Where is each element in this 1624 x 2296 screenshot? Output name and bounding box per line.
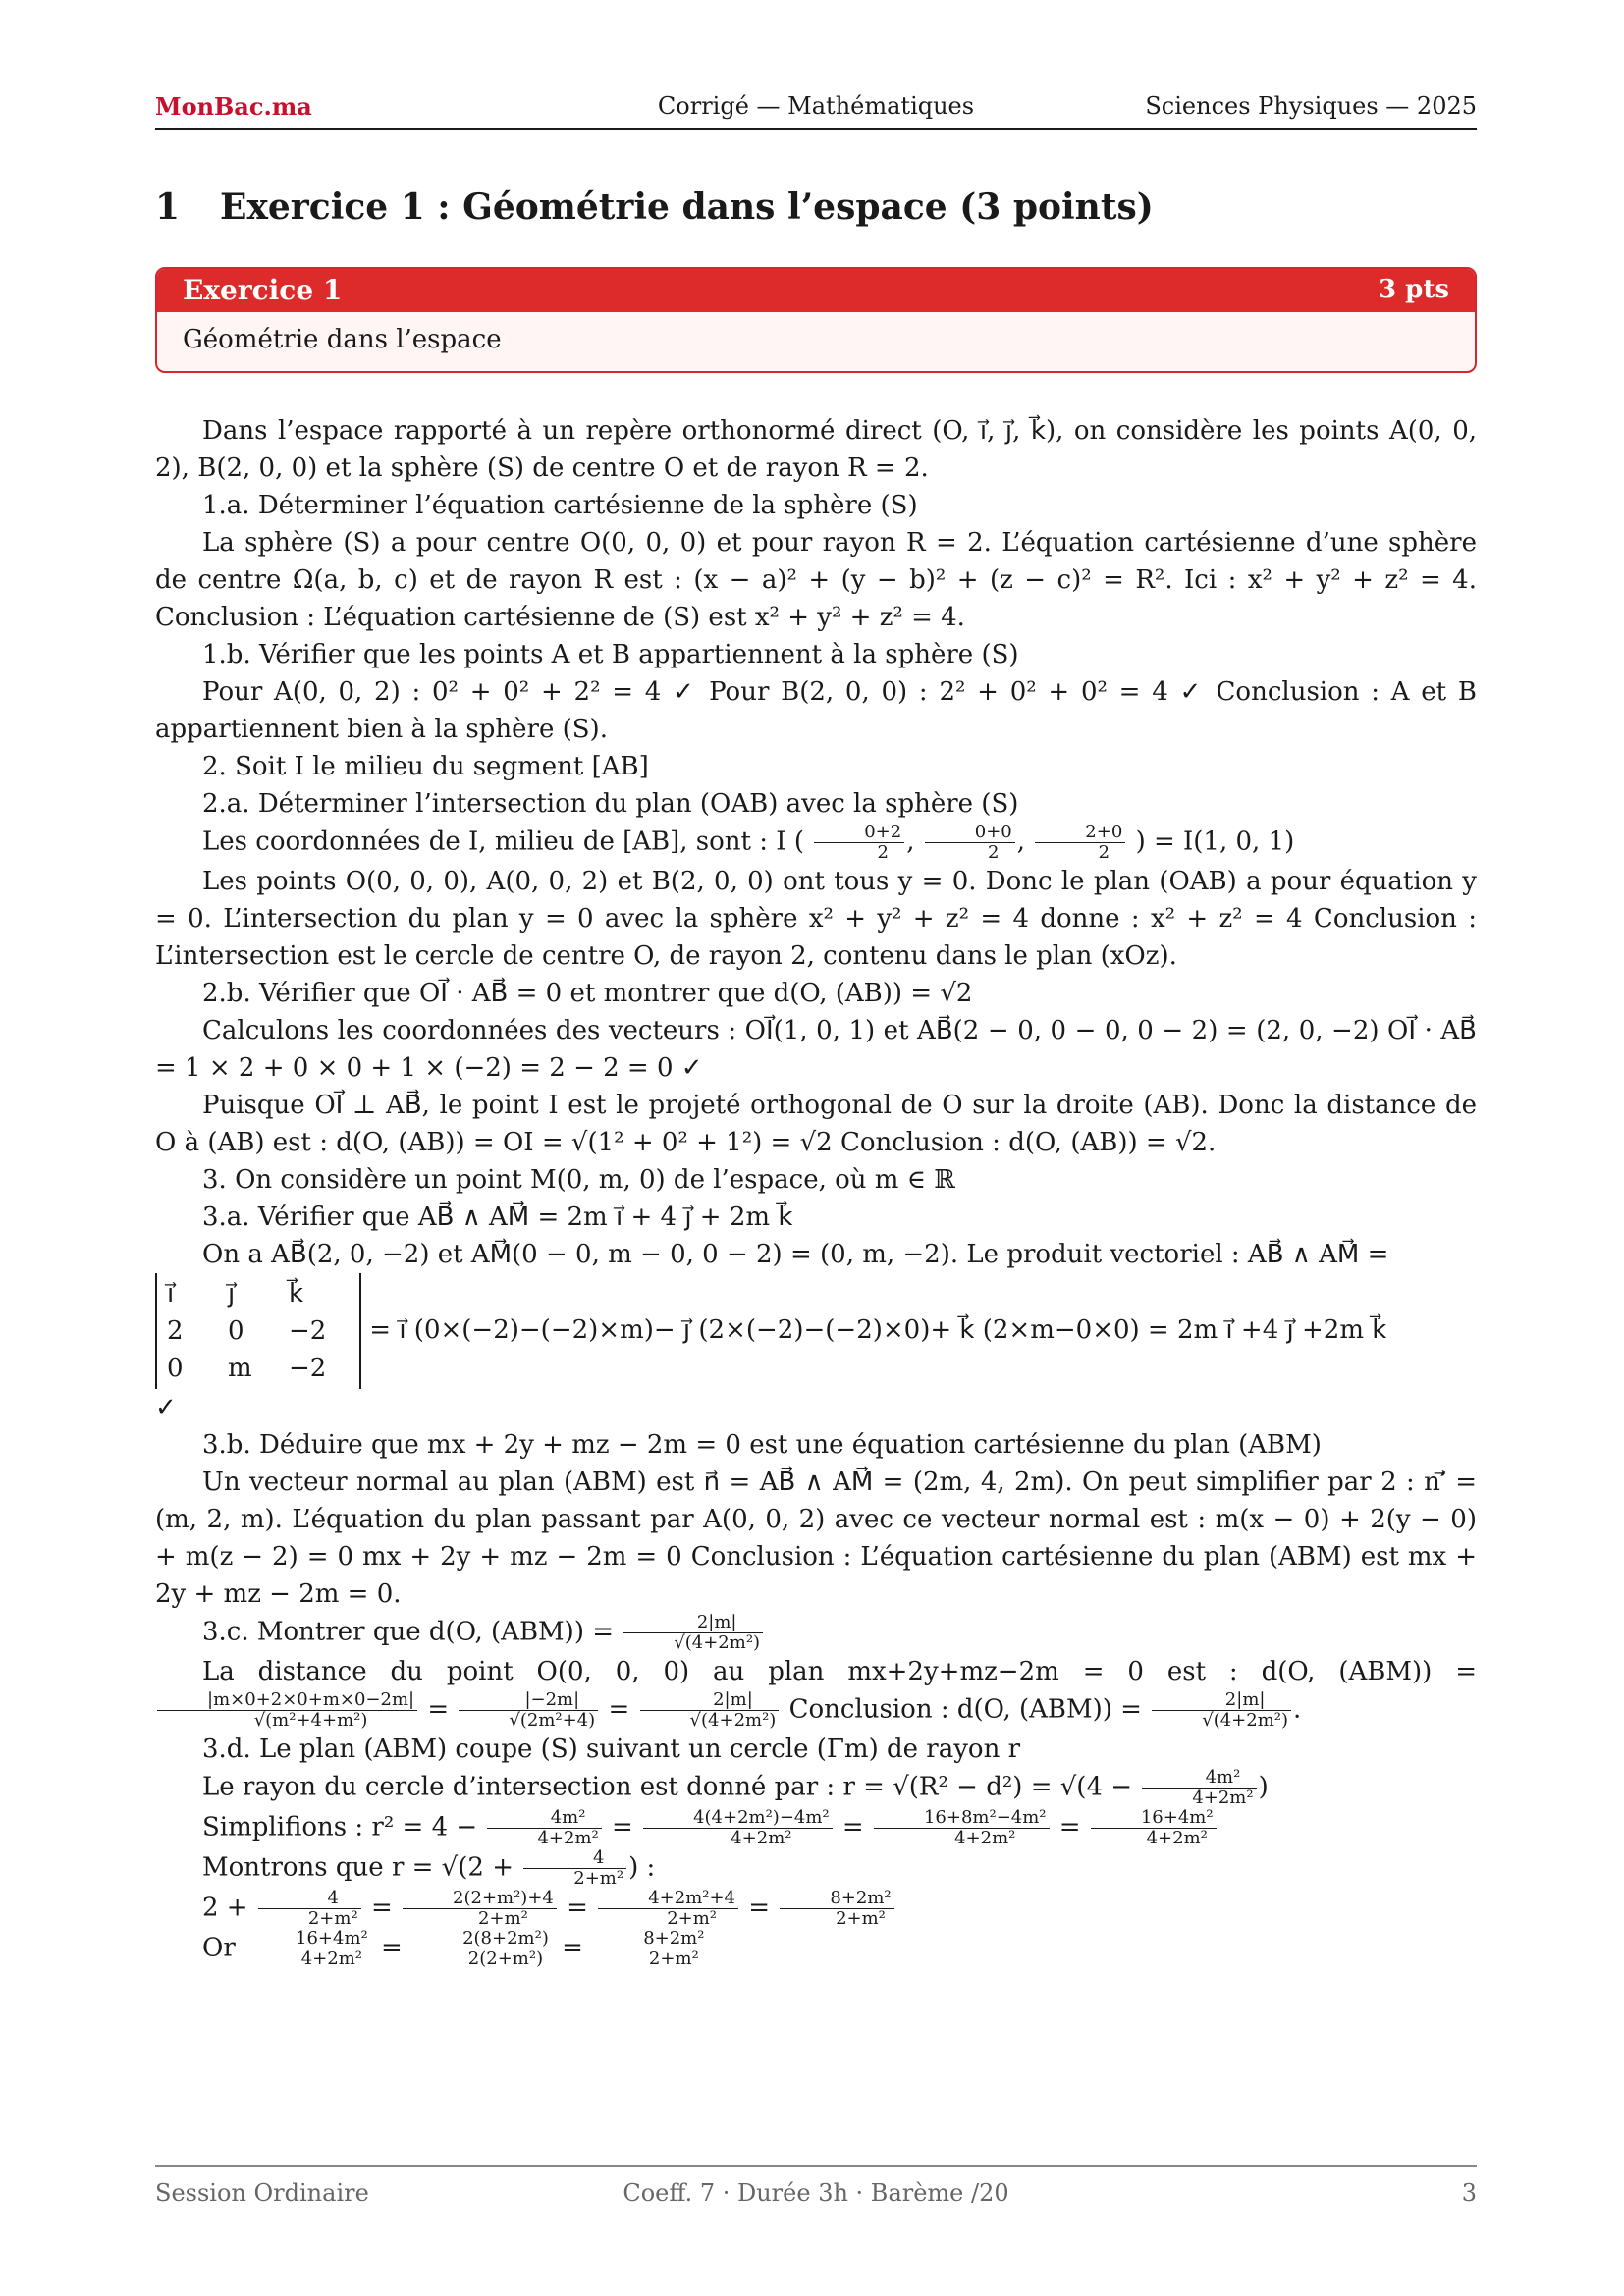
footer-session: Session Ordinaire xyxy=(155,2179,369,2207)
midpoint-text: Les coordonnées de I, milieu de [AB], sont : I ( xyxy=(202,827,804,857)
determinant-matrix: i⃗ j⃗ k⃗ 2 0 −2 0 m −2 xyxy=(155,1273,361,1389)
answer-1b: Pour A(0, 0, 2) : 0² + 0² + 2² = 4 ✓ Pour B(2, 0, 0) : 2² + 0² + 0² = 4 ✓ Conclusion : A et B appartiennent bien à la sphère (S). xyxy=(155,677,1477,744)
question-3c: 3.c. Montrer que d(O, (ABM)) = $\frac{2|m|}{\text{√(4+2m²)}}$ xyxy=(155,1613,1477,1653)
header-title: Corrigé — Mathématiques xyxy=(657,92,975,120)
section-heading xyxy=(155,187,1154,228)
fraction: $\frac{\text{16+8m²−4m²}}{\text{4+2m²}}$ xyxy=(874,1808,1050,1848)
fraction: $\frac{\text{16+4m²}}{\text{4+2m²}}$ xyxy=(245,1929,371,1969)
fraction: $\frac{0+0}{2}$ xyxy=(925,823,1015,863)
question-3b: 3.b. Déduire que mx + 2y + mz − 2m = 0 est une équation cartésienne du plan (ABM) xyxy=(202,1430,1322,1460)
answer-1a: La sphère (S) a pour centre O(0, 0, 0) et pour rayon R = 2. L’équation cartésienne d’une sphère de centre Ω(a, b, c) et de rayon R est : (x − a)² + (y − b)² + (z − c)² = R². Ici : x² + y² + z² = 4. Conclusion : L’équation cartésienne de (S) est x² + y² + z² = 4. xyxy=(155,528,1477,632)
answer-2b-distance: Puisque OI⃗ ⊥ AB⃗, le point I est le projeté orthogonal de O sur la droite (AB). Donc la distance de O à (AB) est : d(O, (AB)) = OI = √(1² + 0² + 1²) = √2 Conclusion : d(O, (AB)) = √2. xyxy=(155,1091,1477,1157)
fraction: $\frac{\text{4m²}}{\text{4+2m²}}$ xyxy=(487,1808,601,1848)
question-1b: 1.b. Vérifier que les points A et B appartiennent à la sphère (S) xyxy=(202,640,1019,669)
fraction: $\frac{\text{16+4m²}}{\text{4+2m²}}$ xyxy=(1091,1808,1217,1848)
exercise-box-points: 3 pts xyxy=(1379,275,1449,304)
fraction: $\frac{2|m|}{\text{√(4+2m²)}}$ xyxy=(623,1613,763,1653)
page xyxy=(155,0,1477,2296)
answer-3d-step1: 2 + $\frac{4}{\text{2+m²}}$ = $\frac{\text{2(2+m²)+4}}{\text{2+m²}}$ = $\frac{\text{4+2m²+4}}{\text{2+m²}}$ = $\frac{\text{8+2m²}}{\text{2+m²}}$ xyxy=(155,1889,1477,1929)
answer-3d-simplify: Simplifions : r² = 4 − $\frac{\text{4m²}}{\text{4+2m²}}$ = $\frac{\text{4(4+2m²)−4m²}}{\text{4+2m²}}$ = $\frac{\text{16+8m²−4m²}}{\text{4+2m²}}$ = $\frac{\text{16+4m²}}{\text{4+2m²}}$ xyxy=(155,1808,1477,1848)
document-body xyxy=(155,412,1477,1969)
answer-3d-show: Montrons que r = √(2 + $\frac{4}{\text{2+m²}}$ ) : xyxy=(202,1847,656,1889)
fraction: $\frac{4}{\text{2+m²}}$ xyxy=(258,1889,361,1929)
answer-3c-distance: La distance du point O(0, 0, 0) au plan mx+2y+mz−2m = 0 est : d(O, (ABM)) = $\frac{|m\times 0+2\times 0+m\times 0-2m|}{\text{√(m²+4+m²)}}$ = $\frac{|-2m|}{\text{√(2m²+4)}}$ = $\frac{2|m|}{\text{√(4+2m²)}}$ Conclusion : d(O, (ABM)) = $\frac{2|m|}{\text{√(4+2m²)}}$ . xyxy=(155,1653,1477,1731)
fraction: $\frac{0+2}{2}$ xyxy=(814,823,904,863)
answer-2b-dot-product: Calculons les coordonnées des vecteurs : OI⃗(1, 0, 1) et AB⃗(2 − 0, 0 − 0, 0 − 2) = (2, 0, −2) OI⃗ · AB⃗ = 1 × 2 + 0 × 0 + 1 × (−2) = 2 − 2 = 0 ✓ xyxy=(155,1016,1477,1083)
fraction: $\frac{2|m|}{\text{√(4+2m²)}}$ xyxy=(1152,1690,1291,1731)
answer-2a-intersection: Les points O(0, 0, 0), A(0, 0, 2) et B(2, 0, 0) ont tous y = 0. Donc le plan (OAB) a pour équation y = 0. L’intersection du plan y = 0 avec la sphère x² + y² + z² = 4 donne : x² + z² = 4 Conclusion : L’intersection est le cercle de centre O, de rayon 2, contenu dans le plan (xOz). xyxy=(155,867,1477,971)
question-2: 2. Soit I le milieu du segment [AB] xyxy=(202,752,649,781)
page-header xyxy=(155,92,1477,130)
midpoint-result: ) = I(1, 0, 1) xyxy=(1135,827,1295,857)
exercise-box-subtitle: Géométrie dans l’espace xyxy=(183,325,502,354)
fraction: $\frac{\text{8+2m²}}{\text{2+m²}}$ xyxy=(593,1929,707,1969)
fraction: $\frac{\text{2(8+2m²)}}{\text{2(2+m²)}}$ xyxy=(412,1929,552,1969)
fraction: $\frac{|m\times 0+2\times 0+m\times 0-2m|}{\text{√(m²+4+m²)}}$ xyxy=(157,1690,417,1731)
determinant-line xyxy=(155,1273,1477,1389)
fraction: $\frac{4}{\text{2+m²}}$ xyxy=(523,1848,626,1889)
exercise-box-title: Exercice 1 xyxy=(183,274,343,306)
fraction: $\frac{2+0}{2}$ xyxy=(1035,823,1125,863)
page-number: 3 xyxy=(1461,2179,1477,2207)
fraction: $\frac{\text{4+2m²+4}}{\text{2+m²}}$ xyxy=(598,1889,738,1929)
header-subject: Sciences Physiques — 2025 xyxy=(1145,92,1477,120)
fraction: $\frac{2|m|}{\text{√(4+2m²)}}$ xyxy=(640,1690,780,1731)
answer-3d-radius: Le rayon du cercle d’intersection est donné par : r = √(R² − d²) = √(4 − $\frac{\text{4m²}}{\text{4+2m²}}$ ) xyxy=(202,1767,1269,1808)
question-3d: 3.d. Le plan (ABM) coupe (S) suivant un cercle (Γm) de rayon r xyxy=(202,1735,1021,1764)
cross-product-expansion: = i⃗ (0×(−2)−(−2)×m)− j⃗ (2×(−2)−(−2)×0)+ k⃗ (2×m−0×0) = 2m i⃗ +4 j⃗ +2m k⃗ xyxy=(369,1315,1387,1345)
check-mark: ✓ xyxy=(155,1393,177,1422)
intro-paragraph: Dans l’espace rapporté à un repère orthonormé direct (O, i⃗, j⃗, k⃗), on considère les points A(0, 0, 2), B(2, 0, 0) et la sphère (S) de centre O et de rayon R = 2. xyxy=(155,416,1477,483)
question-3: 3. On considère un point M(0, m, 0) de l’espace, où m ∈ ℝ xyxy=(202,1165,955,1195)
page-footer xyxy=(155,2165,1477,2207)
question-2a: 2.a. Déterminer l’intersection du plan (OAB) avec la sphère (S) xyxy=(202,789,1019,819)
fraction: $\frac{\text{4(4+2m²)−4m²}}{\text{4+2m²}}$ xyxy=(643,1808,833,1848)
fraction: $\frac{|-2m|}{\text{√(2m²+4)}}$ xyxy=(459,1690,598,1731)
question-1a: 1.a. Déterminer l’équation cartésienne de la sphère (S) xyxy=(202,491,918,520)
section-number: 1 xyxy=(155,187,181,228)
exercise-box xyxy=(155,267,1477,373)
section-title: Exercice 1 : Géométrie dans l’espace (3 points) xyxy=(220,187,1154,228)
answer-3d-step2: Or $\frac{\text{16+4m²}}{\text{4+2m²}}$ = $\frac{\text{2(8+2m²)}}{\text{2(2+m²)}}$ = $\frac{\text{8+2m²}}{\text{2+m²}}$ xyxy=(155,1929,1477,1969)
question-2b: 2.b. Vérifier que OI⃗ · AB⃗ = 0 et montrer que d(O, (AB)) = √2 xyxy=(202,979,973,1008)
answer-3a: On a AB⃗(2, 0, −2) et AM⃗(0 − 0, m − 0, 0 − 2) = (0, m, −2). Le produit vectoriel : AB⃗ ∧ AM⃗ = xyxy=(202,1240,1389,1269)
answer-3b: Un vecteur normal au plan (ABM) est n⃗ = AB⃗ ∧ AM⃗ = (2m, 4, 2m). On peut simplifier par 2 : n′⃗ = (m, 2, m). L’équation du plan passant par A(0, 0, 2) avec ce vecteur normal est : m(x − 0) + 2(y − 0) + m(z − 2) = 0 mx + 2y + mz − 2m = 0 Conclusion : L’équation cartésienne du plan (ABM) est mx + 2y + mz − 2m = 0. xyxy=(155,1468,1477,1609)
exercise-box-header xyxy=(157,269,1475,312)
answer-2a-midpoint: Les coordonnées de I, milieu de [AB], sont : I ( $\frac{0+2}{2}$ , $\frac{0+0}{2}$ , $\frac{2+0}{2}$ ) = I(1, 0, 1) xyxy=(202,822,1295,863)
fraction: $\frac{\text{8+2m²}}{\text{2+m²}}$ xyxy=(780,1889,893,1929)
brand-link[interactable]: MonBac.ma xyxy=(155,92,312,121)
fraction: $\frac{\text{4m²}}{\text{4+2m²}}$ xyxy=(1142,1768,1256,1808)
fraction: $\frac{\text{2(2+m²)+4}}{\text{2+m²}}$ xyxy=(403,1889,557,1929)
footer-info: Coeff. 7 · Durée 3h · Barème /20 xyxy=(623,2179,1009,2207)
question-3a: 3.a. Vérifier que AB⃗ ∧ AM⃗ = 2m i⃗ + 4 j⃗ + 2m k⃗ xyxy=(202,1202,793,1232)
